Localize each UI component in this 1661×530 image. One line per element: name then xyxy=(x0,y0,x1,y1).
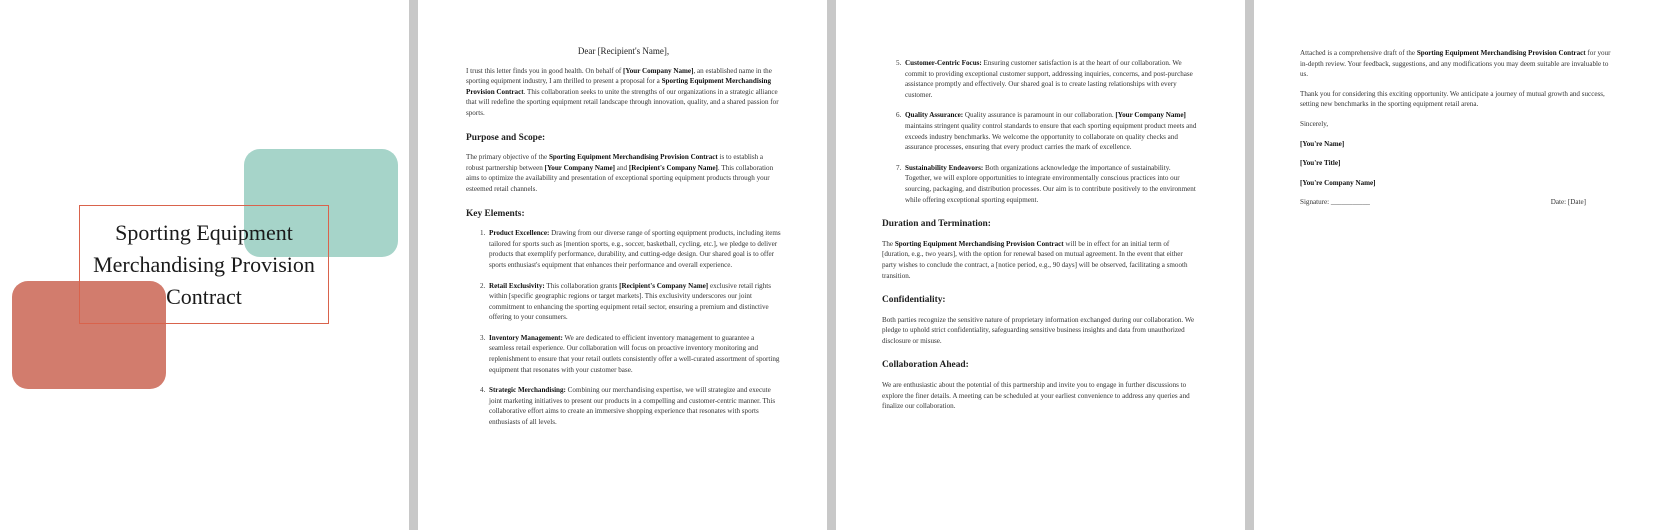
closing: Sincerely, xyxy=(1300,119,1329,128)
cover-title-box xyxy=(79,205,329,324)
letter-page-2 xyxy=(836,0,1245,530)
signature-line: Signature: ___________ xyxy=(1300,198,1370,207)
collaboration-heading: Collaboration Ahead: xyxy=(882,360,969,371)
list-item: 5. Customer-Centric Focus: Ensuring customer satisfaction is at the heart of our collaboration. We commit to providing exceptional customer support, addressing inquiries, concerns, and post-purchase assistance promptly and effectively. Our shared goal is to create lasting relationships with every customer. xyxy=(896,59,1193,99)
thanks-paragraph: Thank you for considering this exciting opportunity. We anticipate a journey of mutual growth and success, setting new benchmarks in the sporting equipment retail arena. xyxy=(1300,89,1605,109)
confidentiality-heading: Confidentiality: xyxy=(882,295,946,306)
signer-company: [You're Company Name] xyxy=(1300,178,1376,187)
list-item: 4. Strategic Merchandising: Combining our merchandising expertise, we will strategize and execute joint marketing initiatives to present our products in a compelling and customer-centric manner. This collaborative effort aims to create an immersive shopping experience that resonates with sports enthusiasts of all levels. xyxy=(480,386,776,427)
list-item: 2. Retail Exclusivity: This collaboration grants [Recipient's Company Name] exclusive retail rights within [specific geographic regions or target markets]. This exclusivity underscores our joint commitment to enhancing the sporting equipment retail sector, ensuring a premium and distinctive offering to your consumers. xyxy=(480,281,772,322)
signer-name: [You're Name] xyxy=(1300,139,1345,148)
intro-paragraph: I trust this letter finds you in good health. On behalf of [Your Company Name], an established name in the sporting equipment industry, I am thrilled to present a proposal for a Sporting Equipment Merchandising Provision Contract. This collaboration seeks to unite the strengths of our organizations in a strategic alliance that will redefine the sporting equipment retail landscape through innovation, quality, and a shared passion for sports. xyxy=(466,66,779,117)
list-item: 6. Quality Assurance: Quality assurance is paramount in our collaboration. [Your Company Name] maintains stringent quality control standards to ensure that each sporting equipment product meets and exceeds industry benchmarks. We welcome the opportunity to collaborate on quality checks and assurance processes, ensuring that every product carries the mark of excellence. xyxy=(896,111,1197,152)
letter-page-1 xyxy=(418,0,827,530)
confidentiality-paragraph: Both parties recognize the sensitive nature of proprietary information exchanged during our collaboration. We pledge to uphold strict confidentiality, safeguarding sensitive business insights and data from unauthorized disclosure or misuse. xyxy=(882,315,1195,345)
key-elements-list-continued xyxy=(882,58,1197,205)
date-line: Date: [Date] xyxy=(1550,198,1586,207)
cover-title: Sporting Equipment Merchandising Provision Contract xyxy=(93,219,315,309)
collaboration-paragraph: We are enthusiastic about the potential of this partnership and invite you to engage in further discussions to explore the finer details. A meeting can be scheduled at your earliest convenience to address any queries and finalize our collaboration. xyxy=(882,381,1190,411)
signature-row xyxy=(1300,197,1614,208)
purpose-heading: Purpose and Scope: xyxy=(466,132,546,143)
signer-title: [You're Title] xyxy=(1300,159,1341,168)
attached-paragraph: Attached is a comprehensive draft of the Sporting Equipment Merchandising Provision Contract for your in-depth review. Your feedback, suggestions, and any modifications you may deem suitable are invaluable to us. xyxy=(1300,49,1611,79)
key-elements-heading: Key Elements: xyxy=(466,208,525,219)
cover-page xyxy=(0,0,409,530)
salutation: Dear [Recipient's Name], xyxy=(577,46,670,56)
letter-page-3 xyxy=(1254,0,1661,530)
key-elements-list xyxy=(466,228,781,428)
duration-paragraph: The Sporting Equipment Merchandising Provision Contract will be in effect for an initial term of [duration, e.g., two years], with the option for renewal based on mutual agreement. In the event that either party wishes to conclude the contract, a [notice period, e.g., 90 days] will be observed, facilitating a smooth transition. xyxy=(882,239,1188,280)
purpose-paragraph: The primary objective of the Sporting Equipment Merchandising Provision Contract is to establish a robust partnership between [Your Company Name] and [Recipient's Company Name]. This collaboration aims to optimize the availability and presentation of exceptional sporting equipment products through your esteemed retail channels. xyxy=(466,153,774,193)
duration-heading: Duration and Termination: xyxy=(882,219,991,230)
list-item: 1. Product Excellence: Drawing from our diverse range of sporting equipment products, including items tailored for sports such as [mention sports, e.g., soccer, basketball, cycling, etc.], we pledge to deliver products that exemplify performance, durability, and cutting-edge design. Our shared goal is to offer sports enthusiast's equipment that enhances their performance and overall experience. xyxy=(480,229,781,269)
list-item: 3. Inventory Management: We are dedicated to efficient inventory management to guarantee a seamless retail experience. Our collaboration will focus on proactive inventory monitoring and replenishment to ensure that your retail outlets consistently offer a well-curated assortment of sporting equipment that resonates with your customer base. xyxy=(480,333,780,374)
list-item: 7. Sustainability Endeavors: Both organizations acknowledge the importance of sustainability. Together, we will explore opportunities to integrate environmentally conscious practices into our sourcing, packaging, and distribution processes. Our aim is to contribute positively to the environment while offering exceptional sporting equipment. xyxy=(896,163,1196,204)
